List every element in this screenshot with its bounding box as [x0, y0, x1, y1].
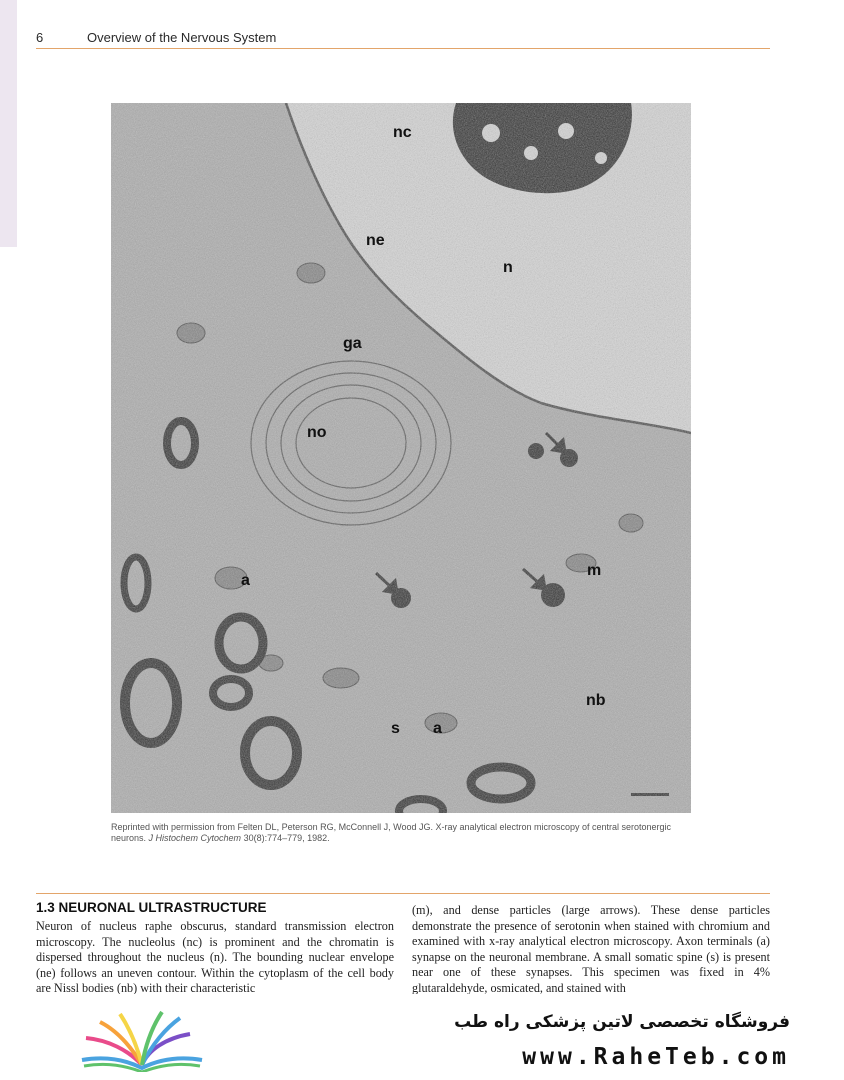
label-axon-terminal-2: a — [433, 720, 442, 737]
header-divider — [36, 48, 770, 49]
section-heading: 1.3 NEURONAL ULTRASTRUCTURE — [36, 900, 267, 915]
credit-line-2 — [111, 833, 711, 844]
store-url[interactable] — [430, 1044, 790, 1074]
label-golgi: ga — [343, 335, 362, 352]
credit-journal: J Histochem Cytochem — [148, 833, 242, 843]
figure-credit — [111, 822, 711, 844]
label-nucleolus: nc — [393, 124, 412, 141]
label-axon-terminal: a — [241, 572, 250, 589]
section-neuronal-ultrastructure — [36, 900, 770, 994]
credit-line-1: Reprinted with permission from Felten DL, Peterson RG, McConnell J, Wood JG. X-ray analytical electron microscopy of central serotonergic — [111, 822, 672, 832]
credit-suffix: 30(8):774–779, 1982. — [241, 833, 330, 843]
label-spine: s — [391, 720, 400, 737]
electron-micrograph — [111, 103, 691, 813]
chapter-title: Overview of the Nervous System — [87, 30, 277, 45]
label-nucleus-other: no — [307, 424, 327, 441]
label-nuclear-envelope: ne — [366, 232, 385, 249]
store-url-text[interactable]: www.RaheTeb.com — [522, 1044, 790, 1070]
book-logo-icon — [78, 1010, 206, 1072]
page-number: 6 — [36, 30, 44, 45]
label-nucleus: n — [503, 259, 513, 276]
chapter-side-tab — [0, 0, 17, 247]
section-text-right: (m), and dense particles (large arrows). These dense particles demonstrate the presence of serotonin when stained with chromium and examined with x-ray analytical electron microscopy. Axon terminals (a) synapse on the neuronal membrane. A small somatic spine (s) is present near one of these synapses. This specimen was fixed in 4% glutaraldehyde, osmicated, and stained with — [412, 903, 770, 994]
label-mitochondria: m — [587, 562, 602, 579]
section-text-left: Neuron of nucleus raphe obscurus, standard transmission electron microscopy. The nucleolus (nc) is prominent and the chromatin is dispersed throughout the nucleus (n). The bounding nuclear envelope (ne) follows an uneven contour. Within the cytoplasm of the cell body are Nissl bodies (nb) with their characteristic — [36, 919, 394, 994]
label-nissl-body: nb — [586, 692, 606, 709]
section-divider — [36, 893, 770, 894]
page-header — [36, 30, 770, 48]
store-name: فروشگاه تخصصی لاتین پزشکی راه طب — [454, 1012, 790, 1032]
credit-prefix: neurons. — [111, 833, 149, 843]
